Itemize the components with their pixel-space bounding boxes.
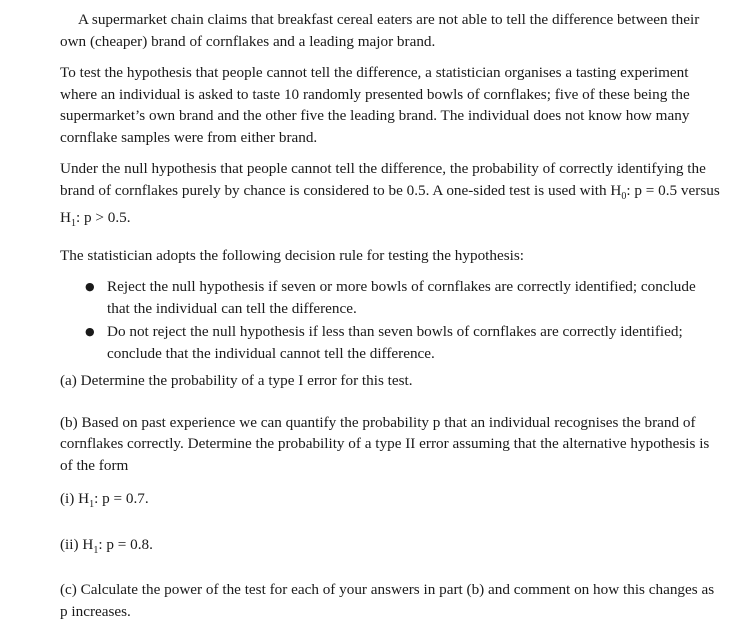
decision-rule-text: Reject the null hypothesis if seven or more bowls of cornflakes are correctly identified; conclude that the individual can tell the difference. (107, 278, 696, 317)
part-a: (a) Determine the probability of a type I error for this test. (60, 372, 413, 390)
part-b: (b) Based on past experience we can quantify the probability p that an individual recognises the brand of cornflakes correctly. Determine the probability of a type II error assuming that the alternative hypothesis is of the form (60, 413, 710, 474)
decision-rule-reject (60, 276, 720, 319)
decision-rule-not-reject (60, 321, 720, 364)
bullet-icon: ● (85, 280, 95, 294)
null-hypothesis-text: Under the null hypothesis that people cannot tell the difference, the probability of correctly identifying the brand of cornflakes purely by chance is considered to be 0.5. A one-sided test is used with H (60, 160, 706, 199)
decision-rules-list (60, 276, 720, 364)
decision-rule-text: Do not reject the null hypothesis if less than seven bowls of cornflakes are correctly identified; conclude that the individual cannot tell the difference. (107, 323, 683, 362)
part-b-i (60, 488, 720, 516)
question-document (60, 9, 720, 622)
decision-intro: The statistician adopts the following decision rule for testing the hypothesis: (60, 246, 524, 264)
subscript-one: 1 (89, 499, 95, 511)
subscript-zero: 0 (621, 190, 627, 202)
part-b-ii-rest: : p = 0.8. (98, 535, 153, 553)
part-b-ii-prefix: (ii) H (60, 535, 94, 553)
experiment-paragraph: To test the hypothesis that people cannot tell the difference, a statistician organises a tasting experiment where an individual is asked to taste 10 randomly presented bowls of cornflakes; five of these being the supermarket’s own brand and the other five the leading brand. The individual does not know how many cornflake samples were from either brand. (60, 64, 690, 146)
part-c: (c) Calculate the power of the test for each of your answers in part (b) and comment on how this changes as p increases. (60, 581, 715, 620)
bullet-icon: ● (85, 325, 95, 339)
part-b-i-prefix: (i) H (60, 490, 90, 508)
subscript-one: 1 (93, 544, 99, 556)
null-hypothesis-paragraph (60, 158, 720, 235)
intro-paragraph: A supermarket chain claims that breakfast cereal eaters are not able to tell the difference between their own (cheaper) brand of cornflakes and a leading major brand. (60, 11, 700, 50)
null-h0-rest: : p = 0.5 versus H (60, 181, 720, 227)
part-b-i-rest: : p = 0.7. (94, 490, 149, 508)
part-b-ii (60, 534, 720, 562)
subscript-one: 1 (70, 218, 76, 230)
null-h1-rest: : p > 0.5. (75, 209, 131, 227)
